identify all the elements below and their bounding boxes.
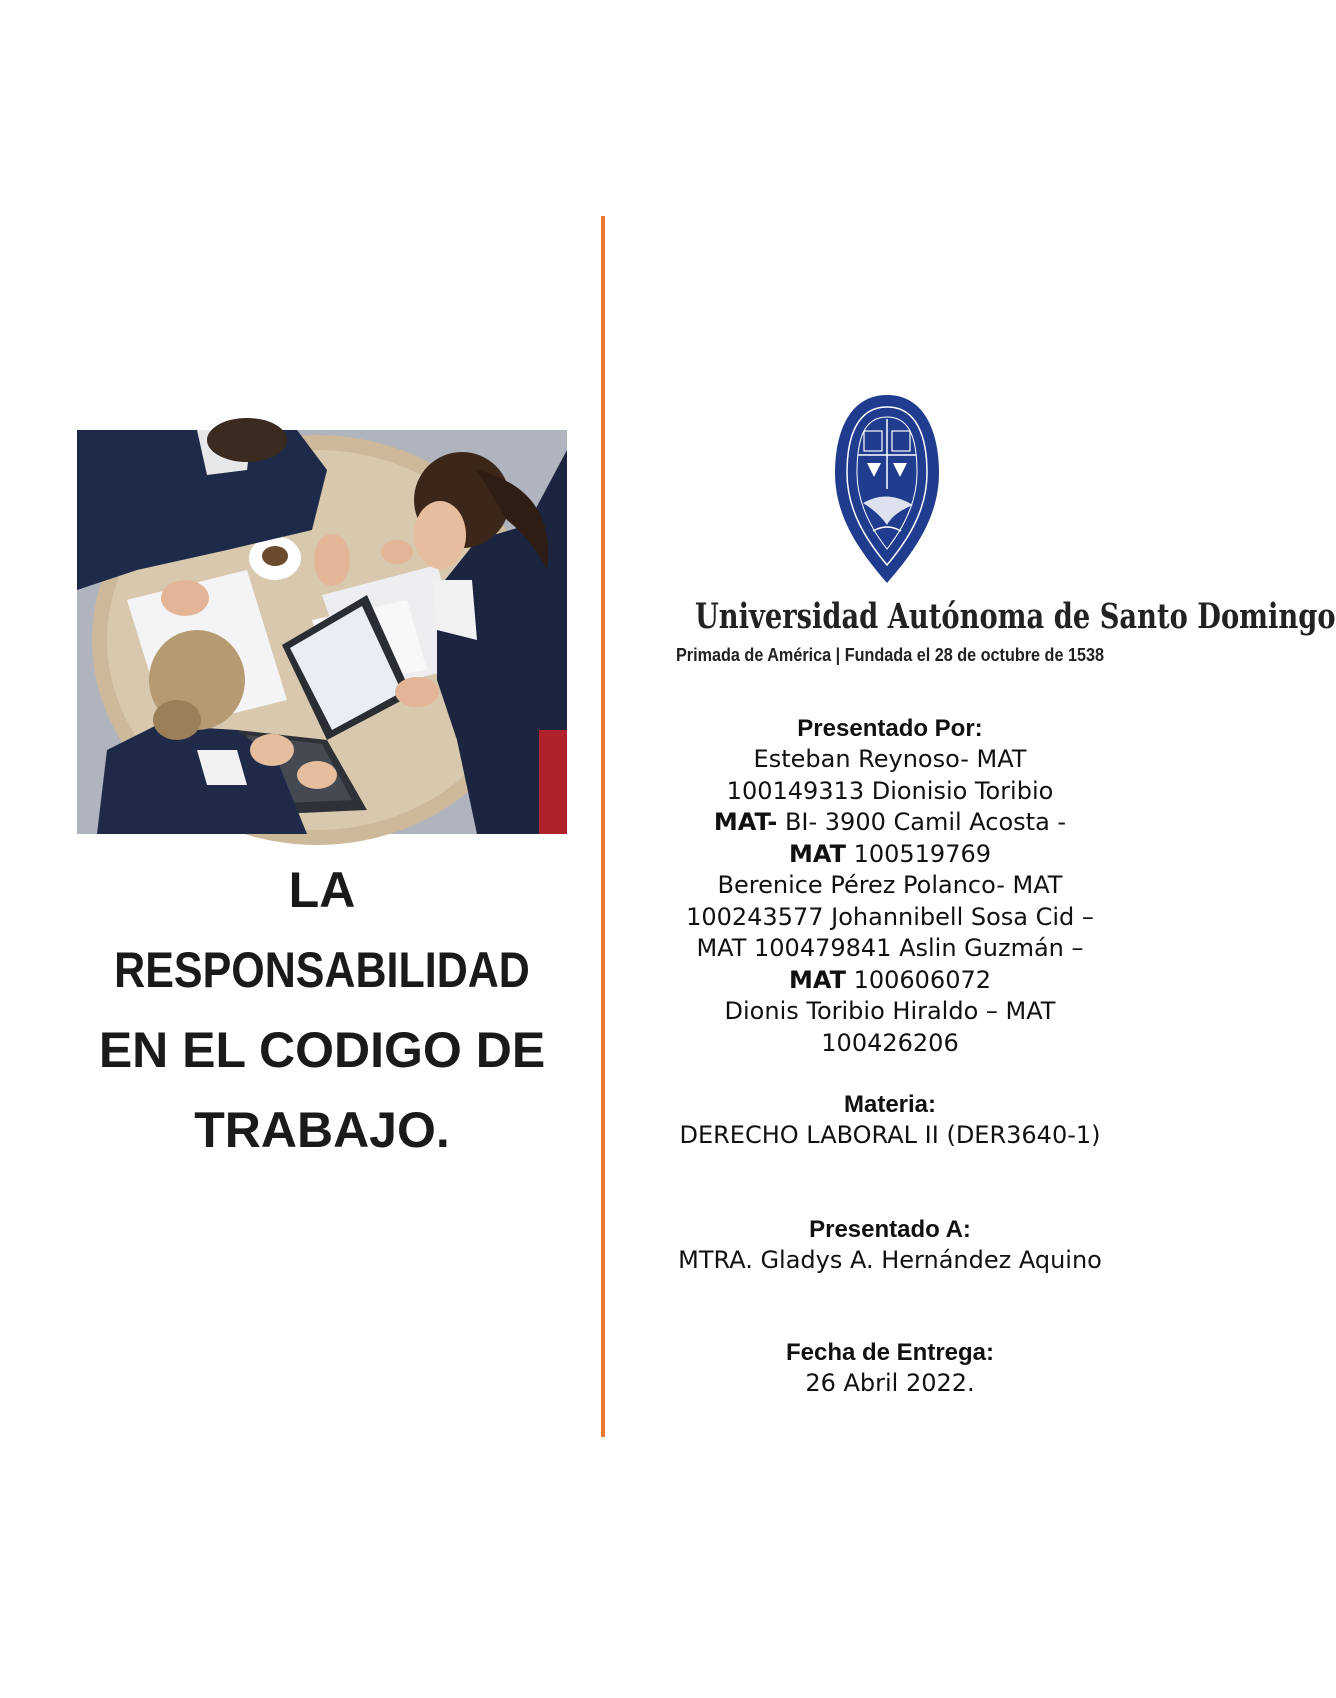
presented-by-line: Esteban Reynoso- MAT: [753, 745, 1027, 773]
presented-by-line: 100426206: [821, 1028, 959, 1057]
orange-divider: [601, 216, 605, 1437]
due-date-section: [640, 1338, 1140, 1400]
presented-by-line: 100149313 Dionisio Toribio: [726, 776, 1054, 805]
presented-by-line: 100243577 Johannibell Sosa Cid –: [686, 902, 1094, 931]
university-name: Universidad Autónoma de Santo Domingo: [695, 596, 1336, 637]
title-line-1: LA: [288, 862, 356, 918]
university-tagline: Primada de América | Fundada el 28 de octubre de 1538: [675, 645, 1105, 665]
due-date-heading: Fecha de Entrega:: [785, 1339, 995, 1366]
due-date-value: 26 Abril 2022.: [805, 1369, 975, 1397]
document-title: [77, 850, 567, 1170]
subject-section: [640, 1090, 1140, 1152]
subject-value: DERECHO LABORAL II (DER3640-1): [679, 1121, 1101, 1149]
presented-by-line: Dionis Toribio Hiraldo – MAT: [724, 997, 1056, 1025]
presented-by-line: MAT 100479841 Aslin Guzmán –: [696, 934, 1084, 962]
presented-by-section: [640, 714, 1140, 1059]
subject-heading: Materia:: [843, 1091, 937, 1118]
presented-by-line: Berenice Pérez Polanco- MAT: [717, 871, 1063, 899]
presented-to-value: MTRA. Gladys A. Hernández Aquino: [678, 1246, 1102, 1274]
title-line-3: EN EL CODIGO DE: [98, 1022, 546, 1078]
presented-by-line: MAT 100606072: [788, 965, 992, 994]
presented-by-line: MAT- BI- 3900 Camil Acosta -: [713, 808, 1067, 836]
title-line-2: RESPONSABILIDAD: [114, 942, 530, 998]
university-seal-icon: [833, 393, 941, 585]
presented-by-heading: Presentado Por:: [797, 715, 983, 742]
presented-by-line: MAT 100519769: [788, 839, 992, 868]
presented-to-heading: Presentado A:: [809, 1216, 971, 1243]
title-line-4: TRABAJO.: [194, 1102, 450, 1158]
meeting-photo: [77, 430, 567, 834]
presented-to-section: [640, 1215, 1140, 1277]
